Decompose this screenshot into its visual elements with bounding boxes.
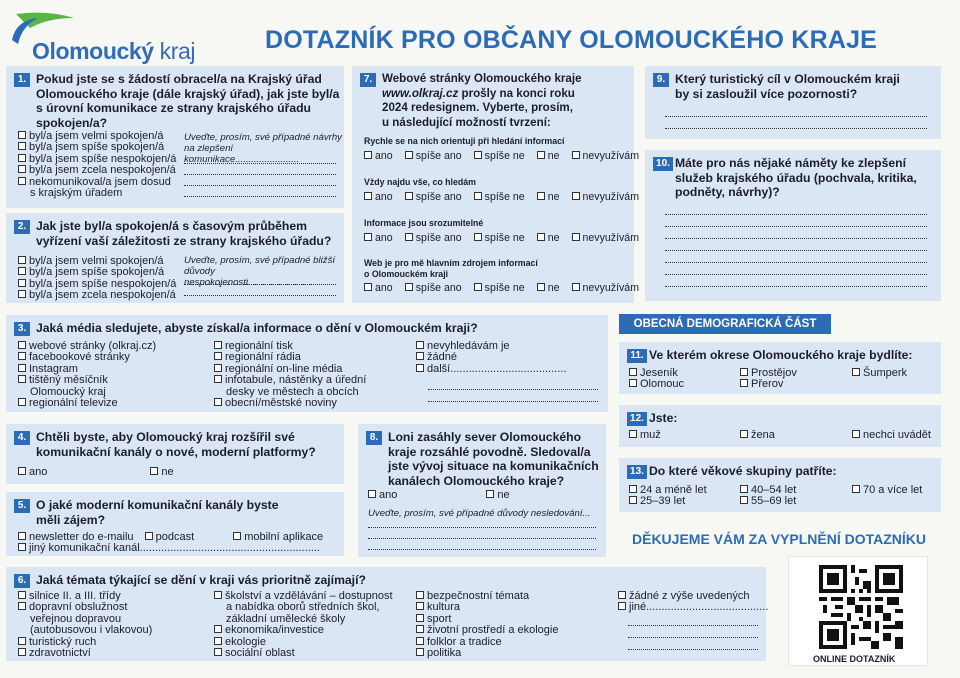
option-checkbox[interactable]: Šumperk bbox=[852, 368, 907, 379]
page-title: DOTAZNÍK PRO OBČANY OLOMOUCKÉHO KRAJE bbox=[265, 26, 878, 54]
rating-row bbox=[364, 282, 651, 294]
question-13-box bbox=[619, 458, 941, 512]
answer-line[interactable] bbox=[665, 116, 927, 117]
option-checkbox[interactable]: sociální oblast bbox=[214, 648, 393, 659]
option-continuation: a nabídka oborů středních škol, bbox=[226, 601, 380, 614]
answer-line[interactable] bbox=[628, 625, 758, 626]
option-checkbox[interactable]: webové stránky (olkraj.cz) bbox=[18, 341, 156, 352]
question-number: 12. bbox=[627, 412, 647, 426]
answer-line[interactable] bbox=[628, 649, 758, 650]
question-number: 3. bbox=[14, 322, 30, 336]
question-text: Ve kterém okrese Olomouckého kraje bydlíte: bbox=[649, 348, 913, 362]
option-checkbox[interactable]: podcast bbox=[145, 531, 195, 543]
option-checkbox[interactable]: sport bbox=[416, 614, 558, 625]
option-checkbox[interactable]: byl/a jsem spíše spokojen/á bbox=[18, 142, 176, 153]
option-checkbox[interactable]: nekomunikoval/a jsem dosud bbox=[18, 177, 176, 188]
question-text: Do které věkové skupiny patříte: bbox=[649, 464, 837, 478]
rating-option[interactable]: ne bbox=[537, 282, 566, 294]
website-url: www.olkraj.cz bbox=[382, 86, 459, 100]
option-checkbox[interactable]: 24 a méně let bbox=[629, 485, 707, 496]
option-checkbox[interactable]: regionální rádia bbox=[214, 352, 366, 363]
option-checkbox[interactable]: jiné........................................ bbox=[618, 602, 768, 613]
answer-line[interactable] bbox=[665, 250, 927, 251]
answer-line[interactable] bbox=[368, 549, 596, 550]
option-checkbox[interactable]: školství a vzdělávání – dostupnost bbox=[214, 591, 393, 602]
options-list bbox=[18, 256, 176, 302]
option-checkbox[interactable]: folklor a tradice bbox=[416, 637, 558, 648]
option-checkbox[interactable]: 25–39 let bbox=[629, 496, 707, 507]
demographic-section-heading: OBECNÁ DEMOGRAFICKÁ ČÁST bbox=[619, 314, 831, 334]
rating-option[interactable]: spíše ano bbox=[405, 191, 468, 203]
question-11-box bbox=[619, 342, 941, 394]
question-text: Chtěli byste, aby Olomoucký kraj rozšířil své komunikační kanály o nové, moderní platformy? bbox=[36, 430, 316, 459]
answer-line[interactable] bbox=[184, 196, 336, 197]
question-number: 9. bbox=[653, 73, 669, 87]
option-checkbox[interactable]: ekonomika/investice bbox=[214, 625, 393, 636]
answer-line[interactable] bbox=[368, 538, 596, 539]
qr-code-icon[interactable] bbox=[819, 565, 903, 649]
logo-text: Olomoucký kraj bbox=[32, 38, 196, 64]
question-text: Jste: bbox=[649, 411, 678, 425]
option-continuation: veřejnou dopravou bbox=[30, 612, 122, 625]
option-checkbox[interactable]: mobilní aplikace bbox=[233, 531, 323, 543]
option-checkbox[interactable]: další...................................... bbox=[416, 364, 566, 375]
option-checkbox[interactable]: nevyhledávám je bbox=[416, 341, 566, 352]
option-checkbox[interactable]: turistický ruch bbox=[18, 637, 152, 648]
question-1-box bbox=[6, 66, 344, 208]
option-checkbox[interactable]: Prostějov bbox=[740, 368, 797, 379]
statement-label: Web je pro mě hlavním zdrojem informací o Olomouckém kraji bbox=[364, 258, 538, 279]
rating-option[interactable]: spíše ano bbox=[405, 282, 468, 294]
option-checkbox[interactable]: 70 a více let bbox=[852, 485, 922, 496]
options-list bbox=[18, 467, 174, 478]
question-number: 5. bbox=[14, 499, 30, 513]
option-checkbox[interactable]: nechci uvádět bbox=[852, 429, 931, 441]
rating-option[interactable]: ne bbox=[537, 150, 566, 162]
options-col-1 bbox=[629, 368, 684, 391]
answer-line[interactable] bbox=[665, 128, 927, 129]
rating-option[interactable]: spíše ne bbox=[474, 191, 531, 203]
option-checkbox[interactable]: dopravní obslužnost bbox=[18, 602, 152, 613]
answer-line[interactable] bbox=[665, 226, 927, 227]
question-number: 10. bbox=[653, 157, 673, 171]
question-text: Máte pro nás nějaké náměty ke zlepšení služeb krajského úřadu (pochvala, kritika, podněty, návrhy)? bbox=[675, 156, 917, 199]
answer-line[interactable] bbox=[184, 174, 336, 175]
option-checkbox[interactable]: Jeseník bbox=[629, 368, 684, 379]
answer-line[interactable] bbox=[184, 185, 336, 186]
options-list bbox=[852, 430, 931, 441]
rating-option[interactable]: ano bbox=[364, 232, 399, 244]
question-number: 8. bbox=[366, 431, 382, 445]
options-list bbox=[18, 532, 323, 555]
rating-option[interactable]: nevyužívám bbox=[572, 282, 646, 294]
option-checkbox[interactable]: zdravotnictví bbox=[18, 648, 152, 659]
option-checkbox[interactable]: ekologie bbox=[214, 637, 393, 648]
hint-text: Uveďte, prosím, své případné návrhy na zlepšení komunikace........................ bbox=[184, 132, 342, 165]
options-col-3 bbox=[852, 485, 922, 496]
rating-option[interactable]: spíše ano bbox=[405, 150, 468, 162]
rating-option[interactable]: spíše ano bbox=[405, 232, 468, 244]
option-checkbox[interactable]: facebookové stránky bbox=[18, 352, 156, 363]
option-checkbox[interactable]: Přerov bbox=[740, 379, 797, 390]
options-col-2 bbox=[214, 341, 366, 409]
option-checkbox[interactable]: byl/a jsem zcela nespokojen/á bbox=[18, 290, 176, 301]
question-number: 2. bbox=[14, 220, 30, 234]
option-checkbox[interactable]: byl/a jsem zcela nespokojen/á bbox=[18, 165, 176, 176]
hint-text: Uveďte, prosím, své případné důvody nesledování... bbox=[368, 508, 591, 519]
option-checkbox[interactable]: byl/a jsem velmi spokojen/á bbox=[18, 256, 176, 267]
option-checkbox[interactable]: životní prostředí a ekologie bbox=[416, 625, 558, 636]
question-number: 6. bbox=[14, 574, 30, 588]
question-12-box bbox=[619, 405, 941, 447]
option-checkbox[interactable]: 40–54 let bbox=[740, 485, 796, 496]
statement-label: Informace jsou srozumitelné bbox=[364, 218, 484, 228]
rating-option[interactable]: ne bbox=[537, 232, 566, 244]
question-7-box bbox=[352, 66, 640, 303]
thank-you-message: DĚKUJEME VÁM ZA VYPLNĚNÍ DOTAZNÍKU bbox=[632, 531, 927, 547]
options-col-2 bbox=[214, 591, 393, 659]
question-text: O jaké moderní komunikační kanály byste měli zájem? bbox=[36, 498, 279, 527]
option-checkbox[interactable]: 55–69 let bbox=[740, 496, 796, 507]
options-col-3 bbox=[852, 368, 907, 379]
option-checkbox[interactable]: tištěný měsíčník bbox=[18, 375, 156, 386]
answer-line[interactable] bbox=[665, 274, 927, 275]
question-8-box bbox=[358, 424, 606, 557]
option-checkbox[interactable]: byl/a jsem velmi spokojen/á bbox=[18, 131, 176, 142]
answer-line[interactable] bbox=[665, 286, 927, 287]
question-text: Webové stránky Olomouckého kraje www.olkraj.cz prošly na konci roku 2024 redesignem. Vyberte, prosím, u následující možností tvrzení: bbox=[382, 72, 582, 129]
option-checkbox[interactable]: ano bbox=[368, 489, 397, 501]
option-checkbox[interactable]: ano bbox=[18, 466, 47, 478]
question-text: Jaká média sledujete, abyste získal/a informace o dění v Olomouckém kraji? bbox=[36, 321, 478, 335]
option-checkbox[interactable]: Instagram bbox=[18, 364, 156, 375]
rating-option[interactable]: ano bbox=[364, 191, 399, 203]
option-checkbox[interactable]: newsletter do e-mailu bbox=[18, 531, 134, 543]
question-text: Který turistický cíl v Olomouckém kraji by si zasloužil více pozornosti? bbox=[675, 72, 900, 101]
rating-row bbox=[364, 191, 651, 203]
answer-line[interactable] bbox=[184, 295, 336, 296]
option-checkbox[interactable]: žádné z výše uvedených bbox=[618, 591, 768, 602]
rating-option[interactable]: nevyužívám bbox=[572, 150, 646, 162]
option-checkbox[interactable]: byl/a jsem spíše spokojen/á bbox=[18, 267, 176, 278]
option-checkbox[interactable]: Olomouc bbox=[629, 379, 684, 390]
olomoucky-kraj-logo bbox=[8, 10, 228, 64]
question-number: 1. bbox=[14, 73, 30, 87]
answer-line[interactable] bbox=[184, 284, 336, 285]
answer-line[interactable] bbox=[428, 401, 598, 402]
question-number: 13. bbox=[627, 465, 647, 479]
question-text: Jak jste byl/a spokojen/á s časovým průběhem vyřízení vaší záležitosti ze strany krajského úřadu? bbox=[36, 219, 332, 248]
question-10-box bbox=[645, 150, 941, 301]
option-continuation: Olomoucký kraj bbox=[30, 385, 106, 398]
answer-line[interactable] bbox=[665, 214, 927, 215]
option-checkbox[interactable]: byl/a jsem spíše nespokojen/á bbox=[18, 279, 176, 290]
option-checkbox[interactable]: kultura bbox=[416, 602, 558, 613]
option-checkbox[interactable]: politika bbox=[416, 648, 558, 659]
rating-option[interactable]: ano bbox=[364, 282, 399, 294]
options-list bbox=[740, 430, 775, 441]
question-9-box bbox=[645, 66, 941, 139]
option-checkbox[interactable]: ne bbox=[486, 489, 509, 501]
answer-line[interactable] bbox=[665, 238, 927, 239]
options-col-3 bbox=[416, 591, 558, 659]
option-checkbox[interactable]: muž bbox=[629, 429, 661, 441]
answer-line[interactable] bbox=[428, 389, 598, 390]
option-checkbox[interactable]: obecní/městské noviny bbox=[214, 398, 366, 409]
statement-label: Rychle se na nich orientuji při hledání informací bbox=[364, 136, 565, 146]
options-col-3 bbox=[416, 341, 566, 375]
answer-line[interactable] bbox=[184, 163, 336, 164]
answer-line[interactable] bbox=[665, 262, 927, 263]
option-continuation: s krajským úřadem bbox=[30, 187, 123, 200]
question-text: Jaká témata týkající se dění v kraji vás prioritně zajímají? bbox=[36, 573, 366, 587]
option-checkbox[interactable]: regionální televize bbox=[18, 398, 156, 409]
question-number: 4. bbox=[14, 431, 30, 445]
options-col-2 bbox=[740, 485, 796, 508]
rating-option[interactable]: nevyužívám bbox=[572, 232, 646, 244]
options-col-4 bbox=[618, 591, 768, 614]
options-col-1 bbox=[629, 485, 707, 508]
rating-row bbox=[364, 150, 651, 162]
question-4-box bbox=[6, 424, 344, 484]
option-checkbox[interactable]: regionální tisk bbox=[214, 341, 366, 352]
question-6-box bbox=[6, 567, 769, 661]
qr-code-label: ONLINE DOTAZNÍK bbox=[813, 654, 896, 664]
options-col-2 bbox=[740, 368, 797, 391]
option-checkbox[interactable]: infotabule, nástěnky a úřední bbox=[214, 375, 366, 386]
option-checkbox[interactable]: byl/a jsem spíše nespokojen/á bbox=[18, 154, 176, 165]
option-checkbox[interactable]: bezpečnostní témata bbox=[416, 591, 558, 602]
question-3-box bbox=[6, 315, 608, 412]
statement-label: Vždy najdu vše, co hledám bbox=[364, 177, 476, 187]
option-continuation: desky ve městech a obcích bbox=[226, 385, 359, 398]
options-list bbox=[629, 430, 661, 441]
question-5-box bbox=[6, 492, 344, 556]
rating-option[interactable]: spíše ne bbox=[474, 232, 531, 244]
rating-option[interactable]: ne bbox=[537, 191, 566, 203]
option-checkbox[interactable]: silnice II. a III. třídy bbox=[18, 591, 152, 602]
rating-option[interactable]: ano bbox=[364, 150, 399, 162]
hint-text: Uveďte, prosím, své případné bližší důvody nespokojenosti........................ bbox=[184, 255, 336, 288]
answer-line[interactable] bbox=[368, 527, 596, 528]
option-continuation: (autobusovou i vlakovou) bbox=[30, 624, 153, 637]
qr-code-panel bbox=[788, 556, 928, 666]
options-col-1 bbox=[18, 591, 152, 659]
option-checkbox[interactable]: jiný komunikační kanál........................................................... bbox=[18, 543, 323, 554]
question-text: Pokud jste se s žádostí obracel/a na Krajský úřad Olomouckého kraje (dále krajský úřad), jak jste byl/a s úrovní komunikace ze strany krajského úřadu spokojen/a? bbox=[36, 72, 340, 130]
option-checkbox[interactable]: žádné bbox=[416, 352, 566, 363]
rating-option[interactable]: spíše ne bbox=[474, 150, 531, 162]
option-continuation: základní umělecké školy bbox=[226, 612, 346, 625]
options-list bbox=[368, 490, 510, 501]
rating-option[interactable]: nevyužívám bbox=[572, 191, 646, 203]
options-col-1 bbox=[18, 341, 156, 409]
rating-row bbox=[364, 232, 651, 244]
options-list bbox=[18, 131, 176, 199]
option-checkbox[interactable]: žena bbox=[740, 429, 775, 441]
question-number: 11. bbox=[627, 349, 647, 363]
rating-option[interactable]: spíše ne bbox=[474, 282, 531, 294]
question-number: 7. bbox=[360, 73, 376, 87]
answer-line[interactable] bbox=[628, 637, 758, 638]
question-text: Loni zasáhly sever Olomouckého kraje rozsáhlé povodně. Sledoval/a jste vývoj situace na komunikačních kanálech Olomouckého kraje? bbox=[388, 430, 599, 488]
question-2-box bbox=[6, 213, 344, 303]
option-checkbox[interactable]: ne bbox=[150, 466, 173, 478]
option-checkbox[interactable]: regionální on-line média bbox=[214, 364, 366, 375]
